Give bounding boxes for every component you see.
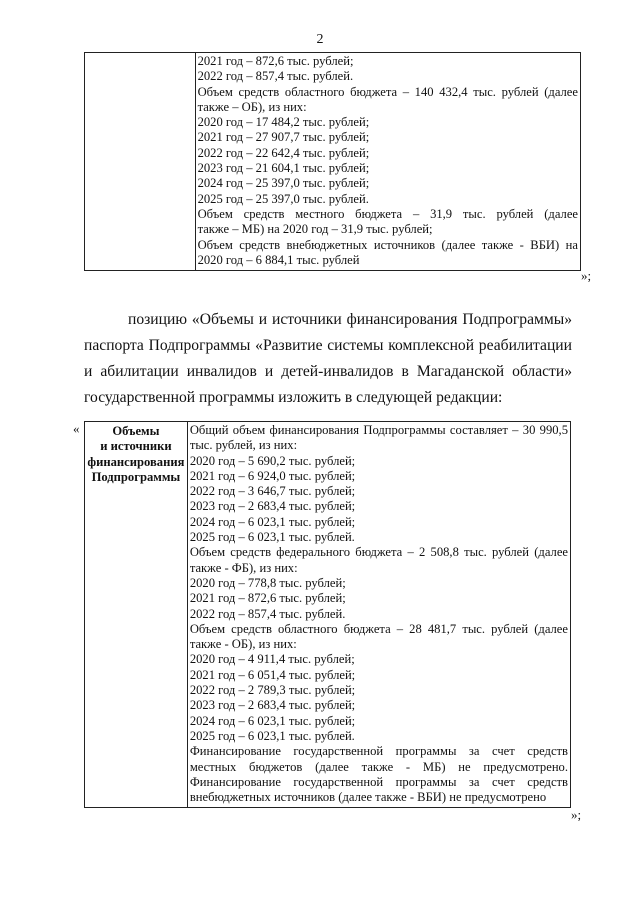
funding-table-fragment xyxy=(84,52,581,271)
paragraph-line: позицию «Объемы и источники финансирования Подпрограммы» xyxy=(128,311,572,328)
paragraph-line: паспорта Подпрограммы «Развитие системы комплексной реабилитации xyxy=(84,337,572,354)
text-line: Финансирование государственной программы за счет средств xyxy=(189,774,568,789)
text-line: финансирования xyxy=(87,454,185,469)
text-line: 2021 год – 27 907,7 тыс. рублей; xyxy=(197,130,370,145)
text-line: 2020 год – 17 484,2 тыс. рублей; xyxy=(197,115,370,130)
text-line: Объем средств областного бюджета – 28 481,7 тыс. рублей (далее xyxy=(189,621,568,636)
content-cell xyxy=(195,53,580,271)
text-line: 2022 год – 3 646,7 тыс. рублей; xyxy=(189,484,356,499)
text-line: 2022 год – 857,4 тыс. рублей. xyxy=(197,69,354,84)
text-line: 2024 год – 6 023,1 тыс. рублей; xyxy=(189,713,356,728)
text-line: 2020 год – 5 690,2 тыс. рублей; xyxy=(189,453,356,468)
text-line: 2021 год – 872,6 тыс. рублей; xyxy=(197,54,354,68)
instruction-paragraph xyxy=(84,307,572,411)
text-line: 2021 год – 872,6 тыс. рублей; xyxy=(189,591,346,606)
text-line: 2022 год – 857,4 тыс. рублей. xyxy=(189,606,346,621)
text-line: также – ОБ), из них: xyxy=(197,99,307,114)
content-cell xyxy=(187,422,570,808)
text-line: 2021 год – 6 051,4 тыс. рублей; xyxy=(189,667,356,682)
page-number: 2 xyxy=(316,32,324,47)
funding-table-new xyxy=(84,421,571,808)
text-line: внебюджетных источников (далее также - ВБИ) не предусмотрено xyxy=(189,790,547,805)
text-line: 2025 год – 6 023,1 тыс. рублей. xyxy=(189,530,355,545)
text-line: Подпрограммы xyxy=(91,469,181,484)
text-line: 2023 год – 2 683,4 тыс. рублей; xyxy=(189,499,356,514)
text-line: 2020 год – 778,8 тыс. рублей; xyxy=(189,575,346,590)
label-cell xyxy=(85,422,188,808)
text-line: 2023 год – 2 683,4 тыс. рублей; xyxy=(189,698,356,713)
paragraph-line: и абилитации инвалидов и детей-инвалидов в Магаданской области» xyxy=(84,363,572,380)
text-line: 2023 год – 21 604,1 тыс. рублей; xyxy=(197,161,370,176)
text-line: местных бюджетов (далее также - МБ) не предусмотрено. xyxy=(189,759,568,774)
text-line: Общий объем финансирования Подпрограммы составляет – 30 990,5 xyxy=(189,423,568,437)
text-line: Объем средств внебюджетных источников (далее также - ВБИ) на xyxy=(197,237,578,252)
text-line: тыс. рублей, из них: xyxy=(189,438,298,453)
text-line: 2021 год – 6 924,0 тыс. рублей; xyxy=(189,468,356,483)
closing-quote: »; xyxy=(581,268,592,283)
paragraph-line: государственной программы изложить в следующей редакции: xyxy=(84,389,503,406)
text-line: Объем средств местного бюджета – 31,9 тыс. рублей (далее xyxy=(197,206,578,221)
text-line: 2020 год – 6 884,1 тыс. рублей xyxy=(197,252,360,267)
text-line: 2024 год – 25 397,0 тыс. рублей; xyxy=(197,176,370,191)
text-line: Финансирование государственной программы за счет средств xyxy=(189,744,568,759)
content-lines xyxy=(196,53,580,270)
text-line: 2022 год – 2 789,3 тыс. рублей; xyxy=(189,683,356,698)
label-cell-empty xyxy=(85,53,196,271)
text-line: 2020 год – 4 911,4 тыс. рублей; xyxy=(189,652,355,667)
text-line: 2024 год – 6 023,1 тыс. рублей; xyxy=(189,514,356,529)
text-line: 2025 год – 25 397,0 тыс. рублей. xyxy=(197,191,369,206)
text-line: также - ФБ), из них: xyxy=(189,560,298,575)
text-line: также – МБ) на 2020 год – 31,9 тыс. рублей; xyxy=(197,222,433,237)
text-line: также - ОБ), из них: xyxy=(189,637,297,652)
text-line: Объемы xyxy=(112,424,160,438)
opening-quote: « xyxy=(73,421,80,436)
content-lines xyxy=(188,422,570,807)
text-line: 2025 год – 6 023,1 тыс. рублей. xyxy=(189,728,355,743)
closing-quote: »; xyxy=(571,807,582,822)
text-line: 2022 год – 22 642,4 тыс. рублей; xyxy=(197,145,370,160)
label-lines xyxy=(85,422,187,485)
text-line: Объем средств областного бюджета – 140 432,4 тыс. рублей (далее xyxy=(197,84,578,99)
text-line: и источники xyxy=(100,439,172,454)
text-line: Объем средств федерального бюджета – 2 508,8 тыс. рублей (далее xyxy=(189,545,568,560)
